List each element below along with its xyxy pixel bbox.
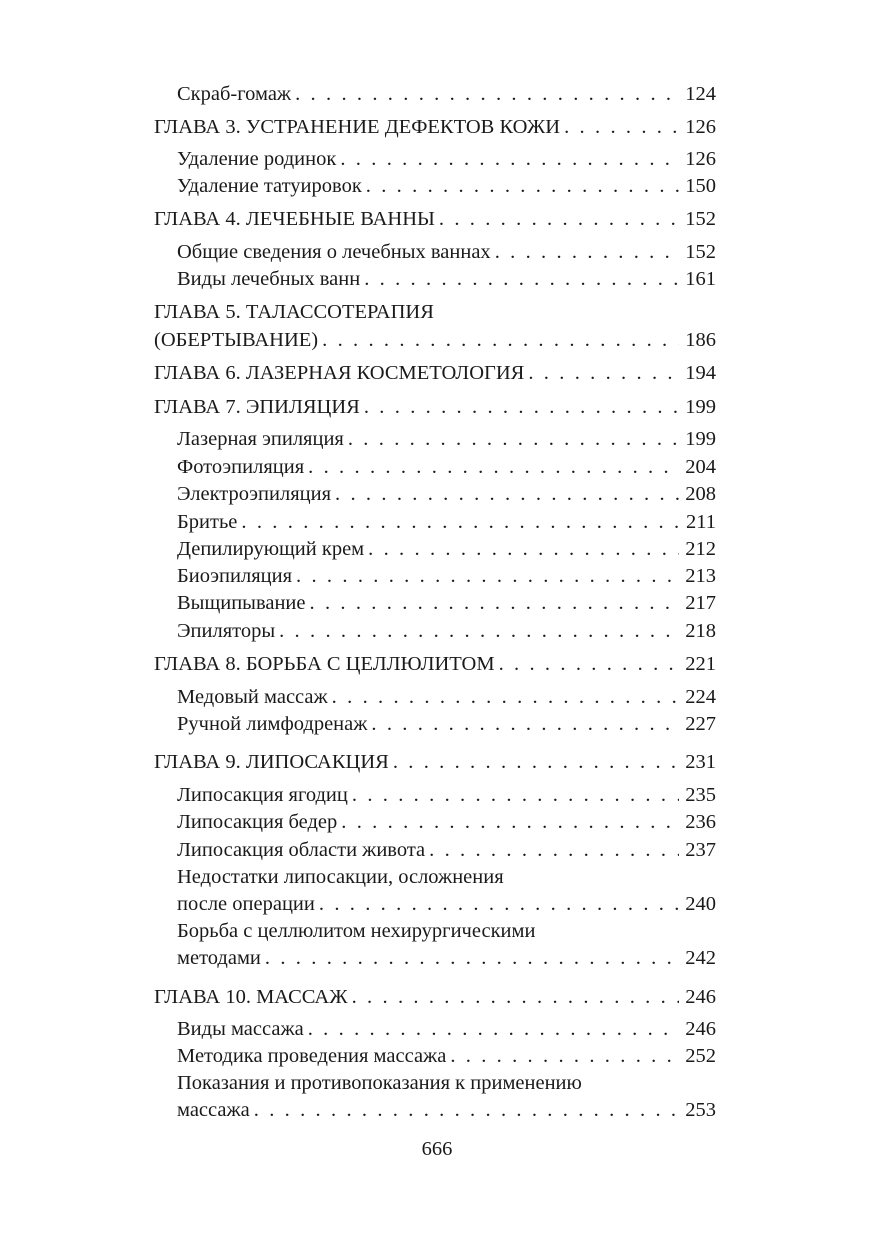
- dot-leader: [322, 327, 679, 354]
- toc-entry: [154, 394, 716, 421]
- dot-leader: [364, 394, 679, 421]
- toc-entry-title: ГЛАВА 5. ТАЛАССОТЕРАПИЯ: [154, 301, 434, 323]
- toc-entry: [177, 266, 716, 293]
- toc-entry-title: Виды лечебных ванн: [177, 268, 361, 290]
- toc-entry-title: Удаление родинок: [177, 148, 337, 170]
- toc-entry: [154, 651, 716, 678]
- toc-entry-page: 124: [685, 83, 716, 105]
- toc-entry: [154, 327, 716, 354]
- toc-entry-title: Недостатки липосакции, осложнения: [177, 866, 504, 888]
- toc-entry-page: 126: [685, 116, 716, 138]
- toc-entry-title: Липосакция ягодиц: [177, 784, 348, 806]
- toc-entry: [177, 809, 716, 836]
- toc-entry-page: 242: [685, 947, 716, 969]
- dot-leader: [368, 536, 679, 563]
- toc-entry-page: 186: [685, 329, 716, 351]
- toc-entry-page: 150: [685, 175, 716, 197]
- dot-leader: [352, 782, 679, 809]
- dot-leader: [366, 173, 679, 200]
- toc-entry-page: 237: [685, 839, 716, 861]
- toc-entry-page: 246: [685, 1018, 716, 1040]
- toc-entry-title: Ручной лимфодренаж: [177, 713, 368, 735]
- dot-leader: [393, 749, 679, 776]
- toc-entry: [177, 864, 716, 891]
- toc-entry-page: 199: [685, 428, 716, 450]
- toc-entry-title: Общие сведения о лечебных ваннах: [177, 241, 491, 263]
- toc-entry: [177, 1043, 716, 1070]
- toc-entry-page: 235: [685, 784, 716, 806]
- toc-entry-title: Биоэпиляция: [177, 565, 293, 587]
- toc-entry-page: 212: [685, 538, 716, 560]
- toc-entry-title: Эпиляторы: [177, 620, 276, 642]
- dot-leader: [340, 146, 679, 173]
- dot-leader: [495, 239, 680, 266]
- toc-entry-page: 161: [685, 268, 716, 290]
- toc-entry-title: Методика проведения массажа: [177, 1045, 447, 1067]
- toc-entry-page: 253: [685, 1099, 716, 1121]
- toc-entry-title: Электроэпиляция: [177, 483, 332, 505]
- toc-entry: [177, 590, 716, 617]
- toc-entry: [154, 299, 716, 326]
- toc-entry-title: Виды массажа: [177, 1018, 304, 1040]
- toc-entry: [177, 1070, 716, 1097]
- dot-leader: [319, 891, 679, 918]
- toc-entry-title: Выщипывание: [177, 592, 306, 614]
- toc-entry-title: Лазерная эпиляция: [177, 428, 344, 450]
- toc-entry-page: 217: [685, 592, 716, 614]
- toc-entry-title: Борьба с целлюлитом нехирургическими: [177, 920, 536, 942]
- toc-entry-page: 236: [685, 811, 716, 833]
- toc-entry: [177, 536, 716, 563]
- dot-leader: [310, 590, 680, 617]
- dot-leader: [564, 114, 679, 141]
- toc-entry-title: после операции: [177, 893, 315, 915]
- toc-entry: [177, 509, 716, 536]
- toc-entry-title: ГЛАВА 6. ЛАЗЕРНАЯ КОСМЕТОЛОГИЯ: [154, 362, 525, 384]
- dot-leader: [439, 206, 679, 233]
- toc-entry-page: 194: [685, 362, 716, 384]
- toc-entry-title: методами: [177, 947, 261, 969]
- dot-leader: [364, 266, 679, 293]
- toc-entry-page: 152: [685, 208, 716, 230]
- toc-entry-title: Депилирующий крем: [177, 538, 365, 560]
- toc-entry: [154, 360, 716, 387]
- toc-entry: [177, 146, 716, 173]
- toc-entry-page: 252: [685, 1045, 716, 1067]
- toc-entry-page: 213: [685, 565, 716, 587]
- toc-entry-title: массажа: [177, 1099, 250, 1121]
- toc-entry: [177, 81, 716, 108]
- toc-entry-title: Бритье: [177, 511, 238, 533]
- toc-entry: [177, 1097, 716, 1124]
- page-number: 666: [421, 1138, 453, 1160]
- dot-leader: [450, 1043, 679, 1070]
- dot-leader: [308, 1016, 680, 1043]
- toc-entry-title: Удаление татуировок: [177, 175, 362, 197]
- toc-entry: [177, 173, 716, 200]
- toc-entry-page: 199: [685, 396, 716, 418]
- toc-entry-page: 227: [685, 713, 716, 735]
- toc-entry-page: 126: [685, 148, 716, 170]
- toc-entry-page: 246: [685, 986, 716, 1008]
- toc-entry-page: 231: [685, 751, 716, 773]
- dot-leader: [296, 563, 679, 590]
- toc-entry: [177, 684, 716, 711]
- toc-entry-title: ГЛАВА 3. УСТРАНЕНИЕ ДЕФЕКТОВ КОЖИ: [154, 116, 561, 138]
- toc-entry: [177, 891, 716, 918]
- toc-entry-page: 152: [685, 241, 716, 263]
- dot-leader: [335, 481, 679, 508]
- dot-leader: [499, 651, 680, 678]
- toc-entry: [177, 918, 716, 945]
- toc-entry-title: (ОБЕРТЫВАНИЕ): [154, 329, 319, 351]
- toc-entry-page: 208: [685, 483, 716, 505]
- toc-entry-title: ГЛАВА 7. ЭПИЛЯЦИЯ: [154, 396, 360, 418]
- toc-entry: [177, 239, 716, 266]
- dot-leader: [295, 81, 679, 108]
- dot-leader: [254, 1097, 680, 1124]
- toc-entry: [177, 618, 716, 645]
- toc-entry-title: Медовый массаж: [177, 686, 328, 708]
- toc-entry-title: ГЛАВА 9. ЛИПОСАКЦИЯ: [154, 751, 389, 773]
- toc-entry-page: 240: [685, 893, 716, 915]
- toc-entry-page: 218: [685, 620, 716, 642]
- toc-entry-title: ГЛАВА 10. МАССАЖ: [154, 986, 348, 1008]
- toc-entry: [177, 945, 716, 972]
- toc-entry-page: 224: [685, 686, 716, 708]
- toc-entry: [177, 454, 716, 481]
- toc-entry: [154, 984, 716, 1011]
- toc-entry: [154, 114, 716, 141]
- dot-leader: [348, 426, 679, 453]
- toc-entry-title: Липосакция области живота: [177, 839, 426, 861]
- toc-entry: [177, 426, 716, 453]
- dot-leader: [332, 684, 680, 711]
- dot-leader: [371, 711, 679, 738]
- toc-entry: [177, 711, 716, 738]
- toc-entry: [177, 837, 716, 864]
- dot-leader: [528, 360, 679, 387]
- toc-entry-title: Липосакция бедер: [177, 811, 338, 833]
- toc-entry-page: 211: [686, 511, 716, 533]
- dot-leader: [241, 509, 680, 536]
- toc-entry: [154, 206, 716, 233]
- dot-leader: [429, 837, 679, 864]
- toc-entry-page: 221: [685, 653, 716, 675]
- toc-entry-page: 204: [685, 456, 716, 478]
- dot-leader: [341, 809, 679, 836]
- toc-entry: [177, 782, 716, 809]
- toc-entry: [177, 481, 716, 508]
- toc-entry: [154, 749, 716, 776]
- dot-leader: [279, 618, 679, 645]
- toc-entry-title: Фотоэпиляция: [177, 456, 305, 478]
- toc-entry: [177, 563, 716, 590]
- toc-entry-title: ГЛАВА 8. БОРЬБА С ЦЕЛЛЮЛИТОМ: [154, 653, 495, 675]
- toc-entry-title: Показания и противопоказания к применению: [177, 1072, 582, 1094]
- dot-leader: [265, 945, 679, 972]
- toc-entry-title: Скраб-гомаж: [177, 83, 292, 105]
- toc-entry: [177, 1016, 716, 1043]
- dot-leader: [352, 984, 680, 1011]
- toc-entry-title: ГЛАВА 4. ЛЕЧЕБНЫЕ ВАННЫ: [154, 208, 435, 230]
- dot-leader: [308, 454, 679, 481]
